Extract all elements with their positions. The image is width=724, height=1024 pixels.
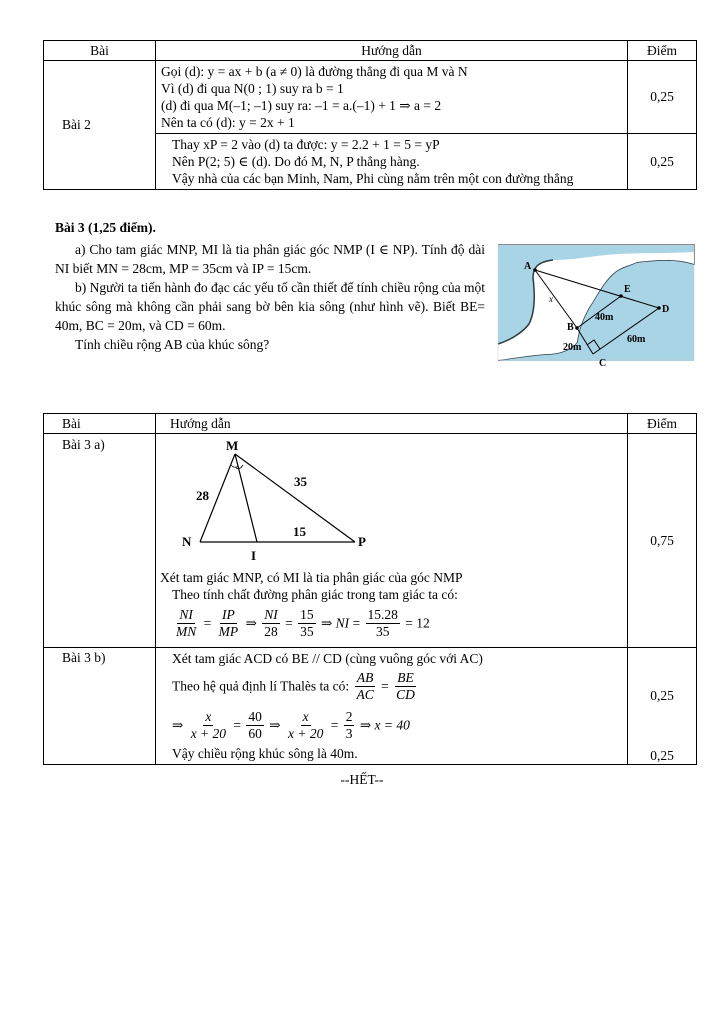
fraction: $\frac{BE}{CD}$ bbox=[396, 670, 415, 702]
label-35: 35 bbox=[294, 474, 307, 489]
score-cell-group bbox=[628, 648, 697, 765]
fraction: $\frac{40}{60}$ bbox=[248, 709, 262, 741]
header-huong-dan: Hướng dẫn bbox=[156, 41, 628, 61]
label-15: 15 bbox=[293, 524, 306, 539]
point-a bbox=[533, 268, 537, 272]
guide-line: Nên ta có (d): y = 2x + 1 bbox=[161, 115, 295, 130]
label-be: 40m bbox=[595, 312, 614, 323]
header-diem: Điểm bbox=[628, 41, 697, 61]
label-d: D bbox=[662, 304, 670, 315]
label-m: M bbox=[226, 438, 239, 453]
fraction: $\frac{15}{35}$ bbox=[300, 607, 314, 639]
bai-3-part-b: b) Người ta tiến hành đo đạc các yếu tố cần thiết để tính chiều rộng của một khúc sông mà không cần phải sang bờ bên kia sông (như hình vẽ). Biết BE= 40m, BC = 20m, và CD = 60m. bbox=[55, 280, 485, 333]
fraction: $\frac{x}{x + 20}$ bbox=[287, 709, 324, 741]
point-d bbox=[657, 306, 661, 310]
label-x: x bbox=[549, 294, 553, 304]
label-p: P bbox=[358, 534, 366, 549]
score-cell: 0,25 bbox=[650, 748, 674, 763]
fraction: $\frac{IP}{MP}$ bbox=[218, 607, 239, 639]
guide-line: Xét tam giác ACD có BE // CD (cùng vuông góc với AC) bbox=[172, 651, 483, 666]
guide-line: Vậy chiều rộng khúc sông là 40m. bbox=[172, 746, 358, 761]
score-cell: 0,25 bbox=[628, 61, 697, 134]
formula-solve: ⇒ $\frac{x}{x + 20}$ = $\frac{40}{60}$ ⇒ $\frac{x}{x + 20}$ = $\frac{2}{3}$ ⇒ x = 40 bbox=[172, 709, 410, 741]
angle-mark-left bbox=[231, 465, 238, 467]
header-bai: Bài bbox=[44, 414, 156, 434]
triangle-figure bbox=[180, 438, 380, 564]
fraction: $\frac{NI}{28}$ bbox=[264, 607, 278, 639]
row-label-bai-2: Bài 2 bbox=[44, 61, 156, 190]
formula-result: 12 bbox=[416, 615, 430, 631]
guide-line: Theo hệ quả định lí Thalès ta có: bbox=[172, 678, 350, 694]
fraction: $\frac{x}{x + 20}$ bbox=[190, 709, 227, 741]
score-cell: 0,25 bbox=[650, 688, 674, 703]
label-e: E bbox=[624, 284, 631, 295]
header-huong-dan: Hướng dẫn bbox=[156, 414, 628, 434]
label-28: 28 bbox=[196, 488, 209, 503]
formula-thales: Theo hệ quả định lí Thalès ta có: $\frac{AB}{AC}$ = $\frac{BE}{CD}$ bbox=[172, 670, 415, 702]
guide-line: Vì (d) đi qua N(0 ; 1) suy ra b = 1 bbox=[161, 81, 344, 96]
label-cd: 60m bbox=[627, 334, 646, 345]
label-i: I bbox=[251, 548, 257, 563]
end-marker: --HẾT-- bbox=[340, 772, 384, 787]
label-bc: 20m bbox=[563, 342, 582, 353]
fraction: $\frac{AB}{AC}$ bbox=[356, 670, 374, 702]
label-a: A bbox=[524, 261, 532, 272]
guide-block-1 bbox=[156, 61, 628, 134]
guide-line: (d) đi qua M(–1; –1) suy ra: –1 = a.(–1) + 1 ⇒ a = 2 bbox=[161, 98, 442, 113]
bai-3-question: Tính chiều rộng AB của khúc sông? bbox=[75, 337, 270, 352]
row-label-bai-3a: Bài 3 a) bbox=[44, 434, 156, 648]
bai-3-problem bbox=[55, 218, 485, 354]
point-e bbox=[619, 294, 623, 298]
guide-line: Xét tam giác MNP, có MI là tia phân giác của góc NMP bbox=[160, 570, 463, 585]
header-diem: Điểm bbox=[628, 414, 697, 434]
guide-line: Gọi (d): y = ax + b (a ≠ 0) là đường thẳng đi qua M và N bbox=[161, 64, 468, 79]
guide-block-2 bbox=[156, 134, 628, 190]
table-bai-2 bbox=[43, 40, 697, 190]
fraction: $\frac{NI}{MN}$ bbox=[176, 607, 197, 639]
label-n: N bbox=[182, 534, 192, 549]
row-label-bai-3b: Bài 3 b) bbox=[44, 648, 156, 765]
header-bai: Bài bbox=[44, 41, 156, 61]
guide-line: Theo tính chất đường phân giác trong tam giác ta có: bbox=[172, 587, 458, 602]
label-b: B bbox=[567, 322, 574, 333]
formula-ni: NI bbox=[335, 615, 350, 631]
formula-result: x = 40 bbox=[374, 717, 410, 733]
guide-line: Nên P(2; 5) ∈ (d). Do đó M, N, P thẳng hàng. bbox=[172, 154, 420, 169]
guide-line: Thay xP = 2 vào (d) ta được: y = 2.2 + 1 = 5 = yP bbox=[172, 137, 440, 152]
fraction: $\frac{15.28}{35}$ bbox=[367, 607, 398, 639]
point-b bbox=[575, 326, 579, 330]
guide-line: Vậy nhà của các bạn Minh, Nam, Phi cùng nằm trên một con đường thẳng bbox=[172, 171, 574, 186]
score-cell: 0,25 bbox=[628, 134, 697, 190]
fraction: $\frac{2}{3}$ bbox=[345, 709, 353, 741]
guide-bai-3b bbox=[156, 648, 628, 765]
formula-bisector: $\frac{NI}{MN}$ = $\frac{IP}{MP}$ ⇒ $\frac{NI}{28}$ = $\frac{15}{35}$ ⇒ NI = $\frac{15.28}{35}$ = 12 bbox=[176, 607, 430, 639]
label-c: C bbox=[599, 358, 607, 366]
bai-3-part-a: a) Cho tam giác MNP, MI là tia phân giác góc NMP (I ∈ NP). Tính độ dài NI biết MN = 28cm, MP = 35cm và IP = 15cm. bbox=[55, 242, 485, 276]
score-cell: 0,75 bbox=[628, 434, 697, 648]
bai-3-title: Bài 3 (1,25 điểm). bbox=[55, 220, 156, 235]
river-figure bbox=[497, 244, 695, 366]
